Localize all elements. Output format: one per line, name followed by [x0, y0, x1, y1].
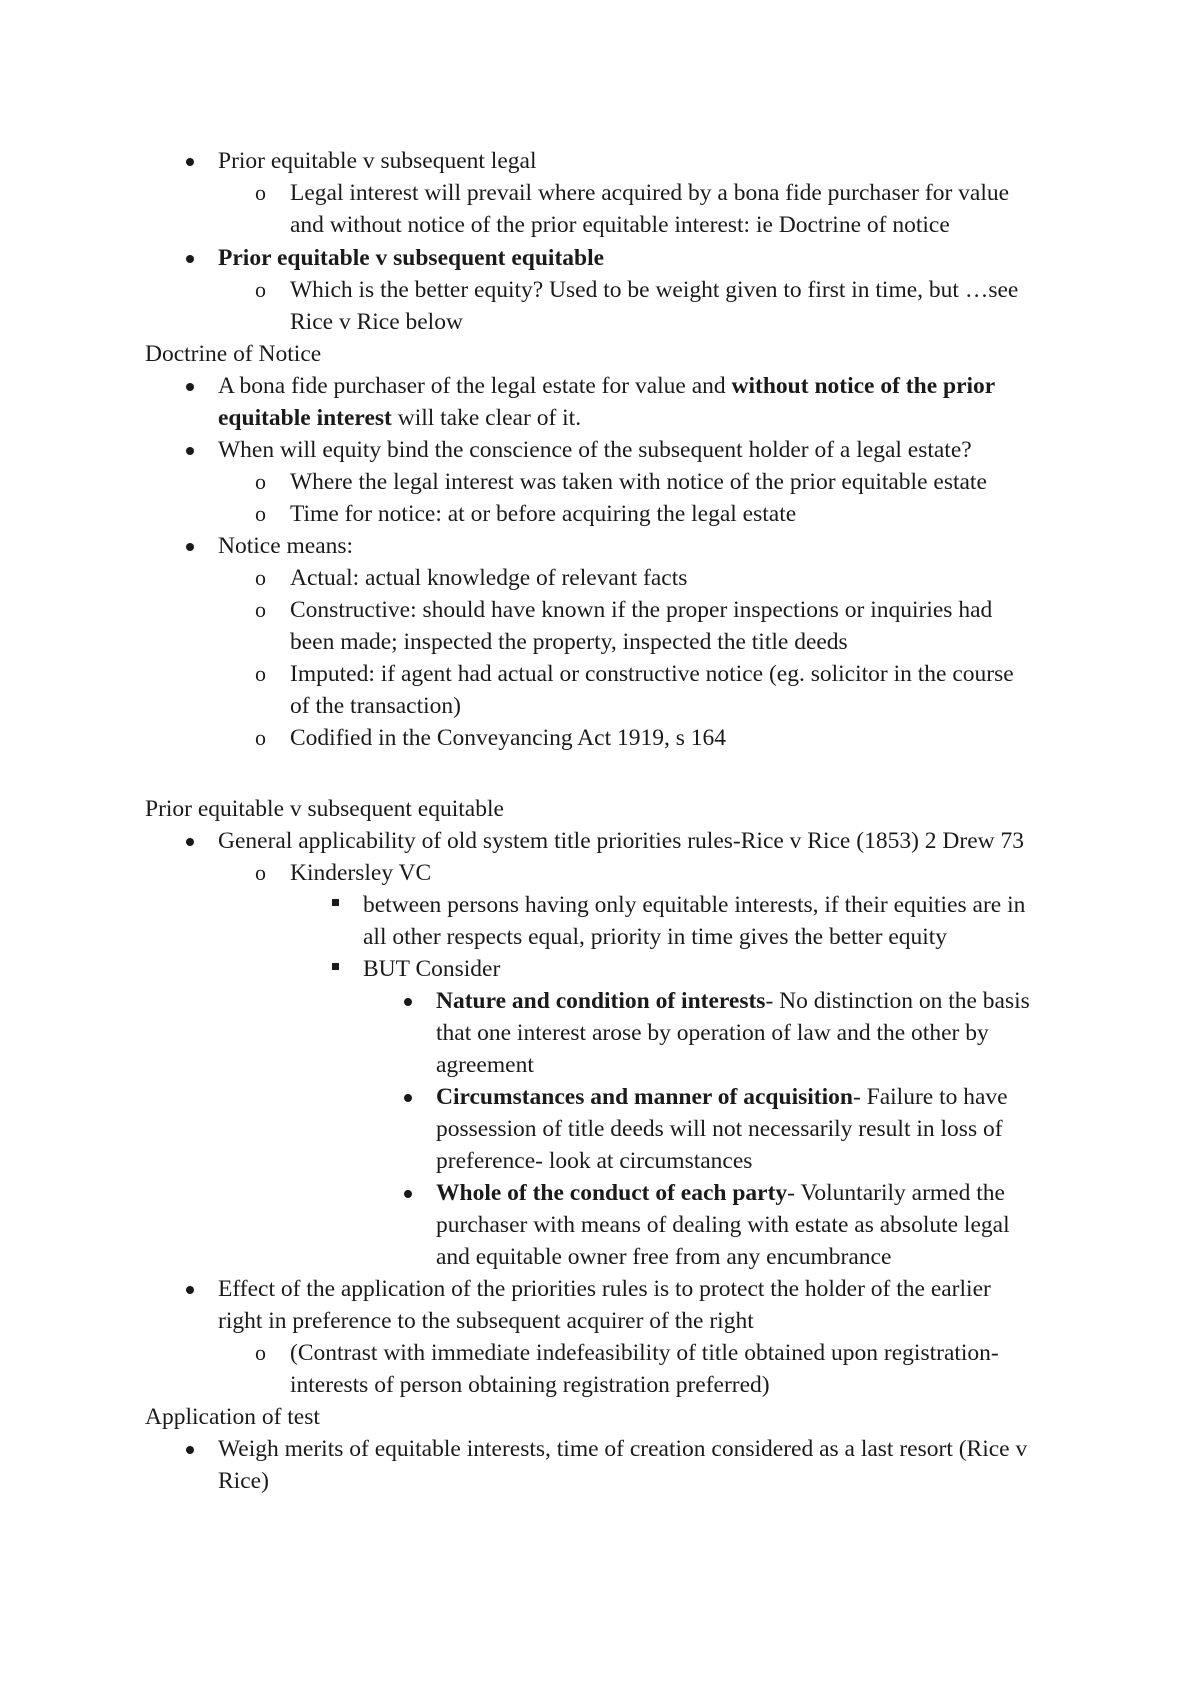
- list-item-continued: and without notice of the prior equitable interest: ie Doctrine of notice: [290, 212, 950, 238]
- bullet-icon: [186, 543, 194, 551]
- list-item: Actual: actual knowledge of relevant facts: [290, 565, 688, 591]
- bullet-icon: [186, 158, 194, 166]
- section-heading: Application of test: [145, 1404, 320, 1430]
- bold-text-run: without notice of the prior: [731, 373, 996, 399]
- list-item-continued: been made; inspected the property, inspected the title deeds: [290, 629, 848, 655]
- list-item: Prior equitable v subsequent equitable: [218, 245, 605, 271]
- list-item: Imputed: if agent had actual or constructive notice (eg. solicitor in the course: [290, 661, 1014, 687]
- text-run: - Failure to have: [852, 1084, 1008, 1110]
- list-item-continued: all other respects equal, priority in time gives the better equity: [363, 924, 948, 950]
- text-run: A bona fide purchaser of the legal estate for value and: [218, 373, 732, 399]
- list-item: [218, 370, 995, 402]
- sub-bullet-icon: o: [255, 1340, 266, 1365]
- list-item-continued: of the transaction): [290, 693, 461, 719]
- sub-bullet-icon: o: [255, 860, 266, 885]
- section-heading: Prior equitable v subsequent equitable: [145, 796, 504, 822]
- sub-bullet-icon: o: [255, 469, 266, 494]
- section-heading: Doctrine of Notice: [145, 341, 322, 367]
- list-item: Codified in the Conveyancing Act 1919, s 164: [290, 725, 727, 751]
- sub-bullet-icon: o: [255, 565, 266, 590]
- list-item: Legal interest will prevail where acquired by a bona fide purchaser for value: [290, 180, 1010, 206]
- bold-text-run: Nature and condition of interests: [436, 988, 766, 1014]
- list-item-continued: purchaser with means of dealing with estate as absolute legal: [436, 1212, 1010, 1238]
- text-run: - No distinction on the basis: [765, 988, 1030, 1014]
- list-item-continued: and equitable owner free from any encumbrance: [436, 1244, 892, 1270]
- sub-bullet-icon: o: [255, 501, 266, 526]
- bold-text-run: Circumstances and manner of acquisition: [436, 1084, 853, 1110]
- list-item: Weigh merits of equitable interests, time of creation considered as a last resort (Rice v: [218, 1436, 1028, 1462]
- bold-text-run: equitable interest: [218, 405, 392, 431]
- sub-bullet-icon: o: [255, 277, 266, 302]
- list-item: When will equity bind the conscience of the subsequent holder of a legal estate?: [218, 437, 972, 463]
- list-item-continued: preference- look at circumstances: [436, 1148, 753, 1174]
- list-item-continued: possession of title deeds will not necessarily result in loss of: [436, 1116, 1003, 1142]
- list-item: Kindersley VC: [290, 860, 432, 886]
- list-item: Which is the better equity? Used to be weight given to first in time, but …see: [290, 277, 1019, 303]
- list-item: Notice means:: [218, 533, 354, 559]
- list-item: Where the legal interest was taken with notice of the prior equitable estate: [290, 469, 987, 495]
- square-bullet-icon: [332, 899, 339, 906]
- list-item: between persons having only equitable interests, if their equities are in: [363, 892, 1026, 918]
- bullet-icon: [404, 1190, 412, 1198]
- list-item-continued: right in preference to the subsequent acquirer of the right: [218, 1308, 754, 1334]
- sub-bullet-icon: o: [255, 180, 266, 205]
- sub-bullet-icon: o: [255, 661, 266, 686]
- list-item-continued: that one interest arose by operation of law and the other by: [436, 1020, 989, 1046]
- list-item: Effect of the application of the priorities rules is to protect the holder of the earlier: [218, 1276, 991, 1302]
- bullet-icon: [186, 1286, 194, 1294]
- bullet-icon: [186, 255, 194, 263]
- bullet-icon: [186, 447, 194, 455]
- list-item: (Contrast with immediate indefeasibility of title obtained upon registration-: [290, 1340, 999, 1366]
- list-item-continued: Rice v Rice below: [290, 309, 463, 335]
- list-item: BUT Consider: [363, 956, 501, 982]
- square-bullet-icon: [332, 963, 339, 970]
- list-item: [436, 1081, 1008, 1113]
- list-item: Time for notice: at or before acquiring the legal estate: [290, 501, 797, 527]
- list-item: [436, 1177, 1005, 1209]
- list-item: General applicability of old system title priorities rules-Rice v Rice (1853) 2 Drew 73: [218, 828, 1024, 854]
- bullet-icon: [404, 998, 412, 1006]
- text-run: - Voluntarily armed the: [787, 1180, 1005, 1206]
- list-item-continued: [218, 402, 581, 434]
- text-run: will take clear of it.: [391, 405, 582, 431]
- bullet-icon: [186, 838, 194, 846]
- sub-bullet-icon: o: [255, 725, 266, 750]
- list-item: [436, 985, 1030, 1017]
- bullet-icon: [186, 383, 194, 391]
- bold-text-run: Whole of the conduct of each party: [436, 1180, 788, 1206]
- list-item-continued: Rice): [218, 1468, 269, 1494]
- list-item-continued: agreement: [436, 1052, 534, 1078]
- sub-bullet-icon: o: [255, 597, 266, 622]
- list-item: Prior equitable v subsequent legal: [218, 148, 537, 174]
- bullet-icon: [404, 1094, 412, 1102]
- list-item: Constructive: should have known if the proper inspections or inquiries had: [290, 597, 993, 623]
- list-item-continued: interests of person obtaining registration preferred): [290, 1372, 770, 1398]
- bullet-icon: [186, 1446, 194, 1454]
